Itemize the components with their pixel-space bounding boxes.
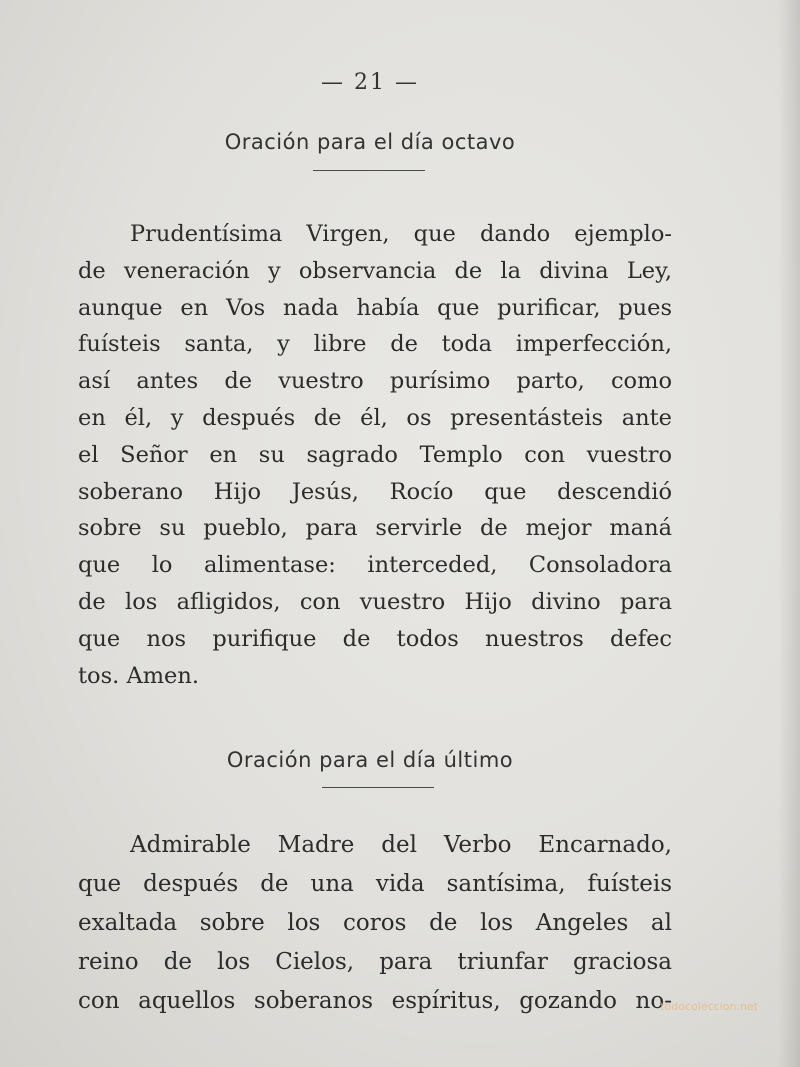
- text-line: en él, y después de él, os presentásteis ante: [78, 404, 672, 431]
- text-line: exaltada sobre los coros de los Angeles al: [78, 910, 672, 936]
- text-line: fuísteis santa, y libre de toda imperfección,: [78, 331, 672, 358]
- prayer-paragraph-ultimo: [78, 826, 672, 1021]
- text-line: sobre su pueblo, para servirle de mejor maná: [78, 515, 672, 542]
- watermark: todocoleccion.net: [660, 1000, 758, 1013]
- text-line: que lo alimentase: interceded, Consoladora: [78, 552, 672, 579]
- text-line: aunque en Vos nada había que purificar, pues: [78, 294, 672, 321]
- text-line: Admirable Madre del Verbo Encarnado,: [130, 832, 672, 858]
- section-title-ultimo: Oración para el día último: [226, 748, 514, 772]
- text-line: de los afligidos, con vuestro Hijo divino para: [78, 588, 672, 615]
- text-line: que nos purifique de todos nuestros defec: [78, 625, 672, 652]
- title-underline: [313, 170, 425, 171]
- text-line: así antes de vuestro purísimo parto, como: [78, 368, 672, 395]
- title-underline: [322, 787, 434, 788]
- text-line: que después de una vida santísima, fuísteis: [78, 871, 672, 897]
- text-line: Prudentísima Virgen, que dando ejemplo-: [130, 221, 672, 247]
- text-line: tos. Amen.: [78, 662, 199, 689]
- page-edge-shadow: [778, 0, 800, 1067]
- section-title-octavo: Oración para el día octavo: [224, 130, 516, 154]
- text-line: el Señor en su sagrado Templo con vuestro: [78, 441, 672, 468]
- page-number: — 21 —: [321, 70, 419, 95]
- text-line: soberano Hijo Jesús, Rocío que descendió: [78, 478, 672, 505]
- text-line: de veneración y observancia de la divina Ley,: [78, 257, 672, 284]
- prayer-paragraph-octavo: [78, 216, 672, 694]
- text-line: reino de los Cielos, para triunfar graciosa: [78, 949, 672, 975]
- text-line: con aquellos soberanos espíritus, gozando no-: [78, 988, 672, 1014]
